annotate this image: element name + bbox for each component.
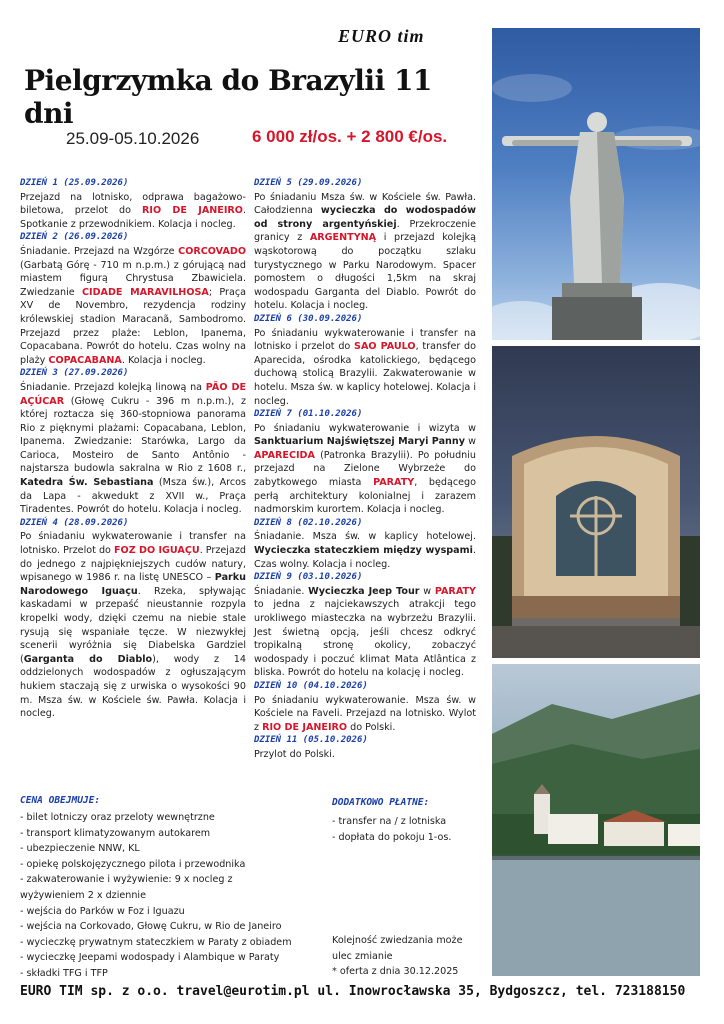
day-heading: DZIEŃ 4 (28.09.2026) <box>20 517 129 528</box>
day-3 <box>20 367 246 517</box>
list-item: - wycieczkę Jeepami wodospady i Alambique w Paraty <box>20 952 280 964</box>
day-heading: DZIEŃ 7 (01.10.2026) <box>254 409 363 420</box>
list-item: - opiekę polskojęzycznego pilota i przewodnika <box>20 858 246 870</box>
itinerary-left-column <box>20 177 246 721</box>
day-4 <box>20 517 246 721</box>
day-2 <box>20 231 246 367</box>
day-7 <box>254 408 476 517</box>
day-heading: DZIEŃ 2 (26.09.2026) <box>20 232 129 243</box>
day-heading: DZIEŃ 9 (03.10.2026) <box>254 572 363 583</box>
day-heading: DZIEŃ 5 (29.09.2026) <box>254 178 363 188</box>
day-1 <box>20 177 246 231</box>
christ-redeemer-photo <box>492 28 700 340</box>
included-list <box>20 810 320 982</box>
day-description: Śniadanie. Przejazd na Wzgórze CORCOVADO (Garbatą Górę - 710 m n.p.m.) z górującą nad miastem figurą Chrystusa Zbawiciela. Zwiedzanie CIDADE MARAVILHOSA; Praça XV de Novembro, rezydencja rodziny królewskiej stadion Maracanã, Sambodromo. Przejazd przez plaże: Leblon, Ipanema, Copacabana. Powrót do hotelu. Czas wolny na plaży COPACABANA. Kolacja i nocleg. <box>20 245 246 366</box>
itinerary-right-column <box>254 177 476 762</box>
list-item: - transfer na / z lotniska <box>332 816 447 827</box>
offer-note <box>332 933 482 980</box>
list-item: - dopłata do pokoju 1-os. <box>332 831 452 843</box>
day-6 <box>254 313 476 408</box>
day-heading: DZIEŃ 11 (05.10.2026) <box>254 735 368 746</box>
day-description: Śniadanie. Przejazd kolejką linową na PÃO DE AÇÚCAR (Głowę Cukru - 396 m n.p.m.), z której roztacza się 360-stopniowa panorama Rio z pięknymi plażami: Copacabana, Leblon, Ipanema. Zwiedzanie: Starówka, Largo da Carioca, Mosteiro de Santo Antônio - najstarsza budowla sakralna w Rio z 1608 r., Katedra Św. Sebastiana (Msza św.), Arcos da Lapa - akwedukt z XVII w., Praça Tiradentes. Powrót do hotelu. Kolacja i nocleg. <box>20 381 247 516</box>
extra-paid-heading: DODATKOWO PŁATNE: <box>332 797 430 808</box>
day-description: Przejazd na lotnisko, odprawa bagażowo-biletowa, przelot do RIO DE JANEIRO. Spotkanie z przewodnikiem. Kolacja i nocleg. <box>20 191 247 230</box>
day-10 <box>254 680 476 734</box>
logo-text: EURO tim <box>338 26 425 46</box>
list-item: - zakwaterowanie i wyżywienie: 9 x nocleg z wyżywieniem 2 x dziennie <box>20 874 233 901</box>
day-description: Po śniadaniu Msza św. w Kościele św. Pawła. Całodzienna wycieczka do wodospadów od strony argentyńskiej. Przekroczenie granicy z ARGENTYNĄ i przejazd kolejką wąskotorową do początku szlaku turystycznego w Parku Narodowym. Spacer pomostem o długości 1,5km na skraj wodospadu Garganta del Diablo. Powrót do hotelu. Kolacja i nocleg. <box>254 191 476 312</box>
trip-price: 6 000 zł/os. + 2 800 €/os. <box>252 127 448 146</box>
list-item: - składki TFG i TFP <box>20 967 108 979</box>
day-description: Po śniadaniu wykwaterowanie i wizyta w Sanktuarium Najświętszej Maryi Panny w APARECIDA (Patronka Brazylii). Po południu przejazd na Zielone Wybrzeże do zabytkowego miasta PARATY, będącego perłą architektury kolonialnej i zarazem nadmorskim kurortem. Kolacja i nocleg. <box>254 422 476 516</box>
offer-date-note: * oferta z dnia 30.12.2025 <box>332 966 459 978</box>
day-11 <box>254 734 476 761</box>
basilica-illustration <box>492 346 700 658</box>
day-description: Śniadanie. Wycieczka Jeep Tour w PARATY to jedna z najciekawszych atrakcji tego urokliwego miasteczka na wybrzeżu Brazylii. Jest świetną opcją, jeśli chcesz odkryć tropikalną stronę okolicy, zobaczyć wodospady i poczuć klimat Mata Atlântica z bliska. Powrót do hotelu na kolację i nocleg. <box>254 585 476 679</box>
extra-paid-list <box>332 814 482 845</box>
day-description: Po śniadaniu wykwaterowanie. Msza św. w Kościele na Faveli. Przejazd na lotnisko. Wylot z RIO DE JANEIRO do Polski. <box>254 694 476 733</box>
day-description: Po śniadaniu wykwaterowanie i transfer na lotnisko. Przelot do FOZ DO IGUAÇU. Przejazd do jednego z najpiękniejszych cudów natury, wpisanego w 1986 r. na listę UNESCO – Parku Narodowego Iguaçu. Rzeka, spływając kaskadami w przepaść nieustannie rozpyla kropelki wody, dzięki czemu na niebie stale rysują się wspaniałe tęcze. W niezwykłej scenerii wyróżnia się Diabelska Gardziel (Garganta do Diablo), wody z 14 oddzielonych wodospadów z ogłuszającym hukiem staczają się z urwiska o wysokości 90 m. Msza św. w Kościele św. Pawła. Kolacja i nocleg. <box>20 531 247 720</box>
basilica-photo <box>492 346 700 658</box>
list-item: - wejścia na Corkovado, Głowę Cukru, w Rio de Janeiro <box>20 921 282 933</box>
included-heading: CENA OBEJMUJE: <box>20 795 101 806</box>
list-item: - wycieczkę prywatnym stateczkiem w Paraty z obiadem <box>20 936 292 948</box>
list-item: - wejścia do Parków w Foz i Iguazu <box>20 905 185 917</box>
list-item: - ubezpieczenie NNW, KL <box>20 843 140 855</box>
day-heading: DZIEŃ 1 (25.09.2026) <box>20 178 129 188</box>
list-item: - transport klimatyzowanym autokarem <box>20 827 211 839</box>
page-title: Pielgrzymka do Brazylii 11 dni <box>24 64 432 130</box>
paraty-photo <box>492 664 700 976</box>
day-description: Przylot do Polski. <box>254 748 335 760</box>
paraty-illustration <box>492 664 700 976</box>
day-description: Śniadanie. Msza św. w kaplicy hotelowej. Wycieczka stateczkiem między wyspami. Czas wolny. Kolacja i nocleg. <box>254 531 476 570</box>
day-heading: DZIEŃ 3 (27.09.2026) <box>20 368 129 379</box>
day-heading: DZIEŃ 10 (04.10.2026) <box>254 680 368 691</box>
company-logo <box>338 26 478 46</box>
day-description: Po śniadaniu wykwaterowanie i transfer na lotnisko i przelot do SAO PAULO, transfer do Aparecida, ośrodka katolickiego, będącego duchową stolicą Brazylii. Zakwaterowanie w hotelu. Msza św. w kaplicy hotelowej. Kolacja i nocleg. <box>254 327 477 407</box>
day-8 <box>254 517 476 571</box>
day-5 <box>254 177 476 313</box>
order-change-note: Kolejność zwiedzania może ulec zmianie <box>332 935 463 962</box>
company-footer: EURO TIM sp. z o.o. travel@eurotim.pl ul. Inowrocławska 35, Bydgoszcz, tel. 723188150 <box>20 984 686 999</box>
day-heading: DZIEŃ 6 (30.09.2026) <box>254 313 363 324</box>
trip-dates: 25.09-05.10.2026 <box>66 129 200 148</box>
christ-redeemer-illustration <box>492 28 700 340</box>
day-9 <box>254 571 476 680</box>
list-item: - bilet lotniczy oraz przeloty wewnętrzne <box>20 812 215 823</box>
day-heading: DZIEŃ 8 (02.10.2026) <box>254 517 363 528</box>
